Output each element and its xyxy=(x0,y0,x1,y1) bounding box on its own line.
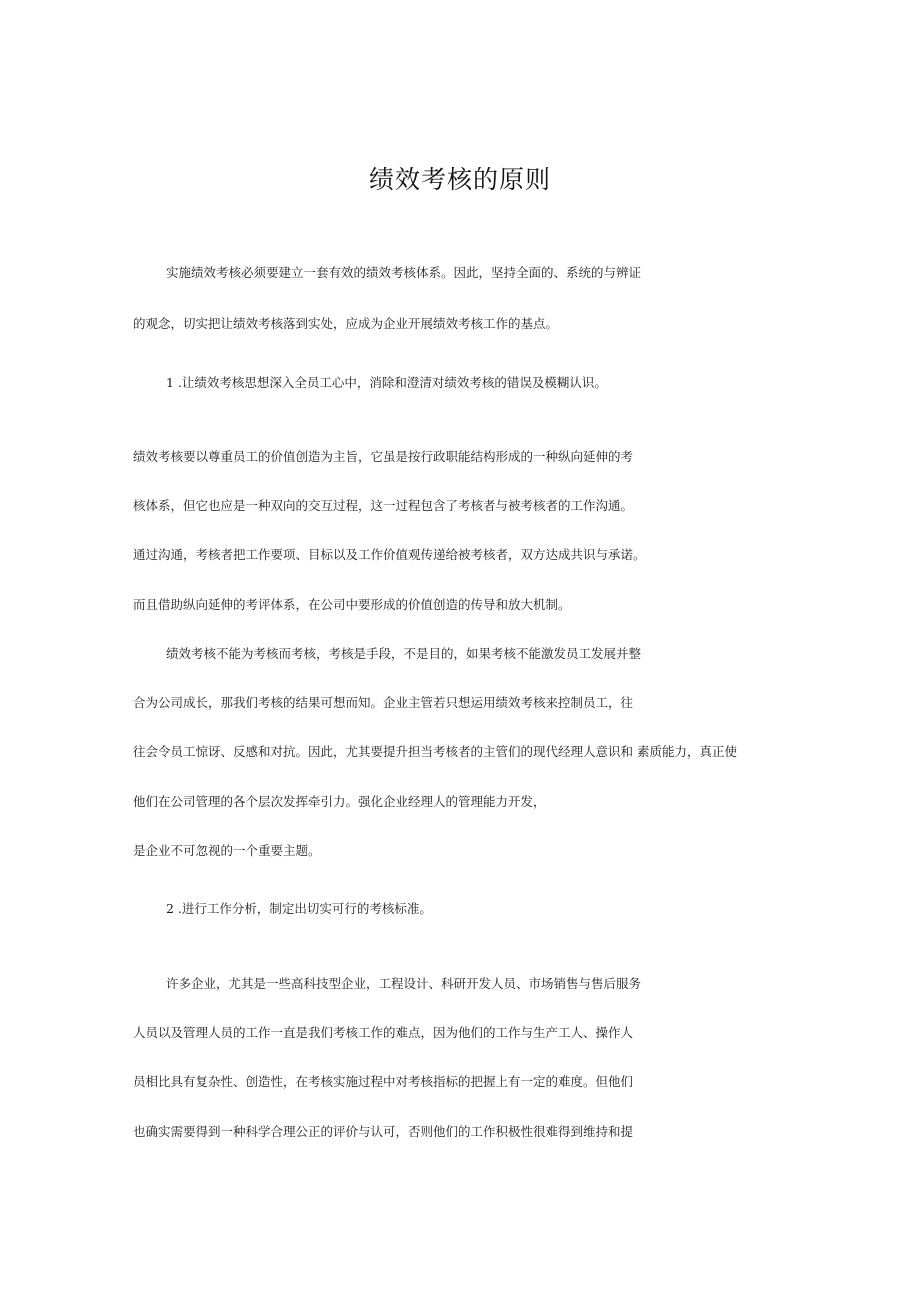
paragraph-line: 绩效考核不能为考核而考核，考核是手段，不是目的，如果考核不能激发员工发展并整 xyxy=(166,646,642,661)
paragraph-line: 通过沟通，考核者把工作要项、目标以及工作价值观传递给被考核者，双方达成共识与承诺。 xyxy=(133,547,646,562)
paragraph-line: 许多企业，尤其是一些高科技型企业，工程设计、科研开发人员、市场销售与售后服务 xyxy=(166,976,642,991)
paragraph-line: 也确实需要得到一种科学合理公正的评价与认可，否则他们的工作积极性很难得到维持和提 xyxy=(133,1124,634,1139)
paragraph-line: 人员以及管理人员的工作一直是我们考核工作的难点，因为他们的工作与生产工人、操作人 xyxy=(133,1025,634,1040)
paragraph-line: 的观念，切实把让绩效考核落到实处，应成为企业开展绩效考核工作的基点。 xyxy=(133,316,559,331)
paragraph-line: 员相比具有复杂性、创造性，在考核实施过程中对考核指标的把握上有一定的难度。但他们 xyxy=(133,1074,634,1089)
paragraph-line: 是企业不可忽视的一个重要主题。 xyxy=(133,843,321,858)
paragraph-line: 往会令员工惊讶、反感和对抗。因此，尤其要提升担当考核者的主管们的现代经理人意识和 素质能力，真正使 xyxy=(133,744,737,759)
paragraph-line: 核体系，但它也应是一种双向的交互过程，这一过程包含了考核者与被考核者的工作沟通。 xyxy=(133,498,634,513)
paragraph-line: 而且借助纵向延伸的考评体系，在公司中要形成的价值创造的传导和放大机制。 xyxy=(133,597,571,612)
paragraph-line: 他们在公司管理的各个层次发挥牵引力。强化企业经理人的管理能力开发， xyxy=(133,794,546,809)
paragraph-line: 合为公司成长，那我们考核的结果可想而知。企业主管若只想运用绩效考核来控制员工，往 xyxy=(133,695,634,710)
document-title: 绩效考核的原则 xyxy=(368,165,551,194)
paragraph-line: 实施绩效考核必须要建立一套有效的绩效考核体系。因此，坚持全面的、系统的与辨证 xyxy=(166,265,642,280)
section-heading: 1 .让绩效考核思想深入全员工心中，消除和澄清对绩效考核的错误及模糊认识。 xyxy=(166,375,607,390)
section-heading: 2 .进行工作分析，制定出切实可行的考核标准。 xyxy=(166,901,432,916)
paragraph-line: 绩效考核要以尊重员工的价值创造为主旨，它虽是按行政职能结构形成的一种纵向延伸的考 xyxy=(133,449,634,464)
